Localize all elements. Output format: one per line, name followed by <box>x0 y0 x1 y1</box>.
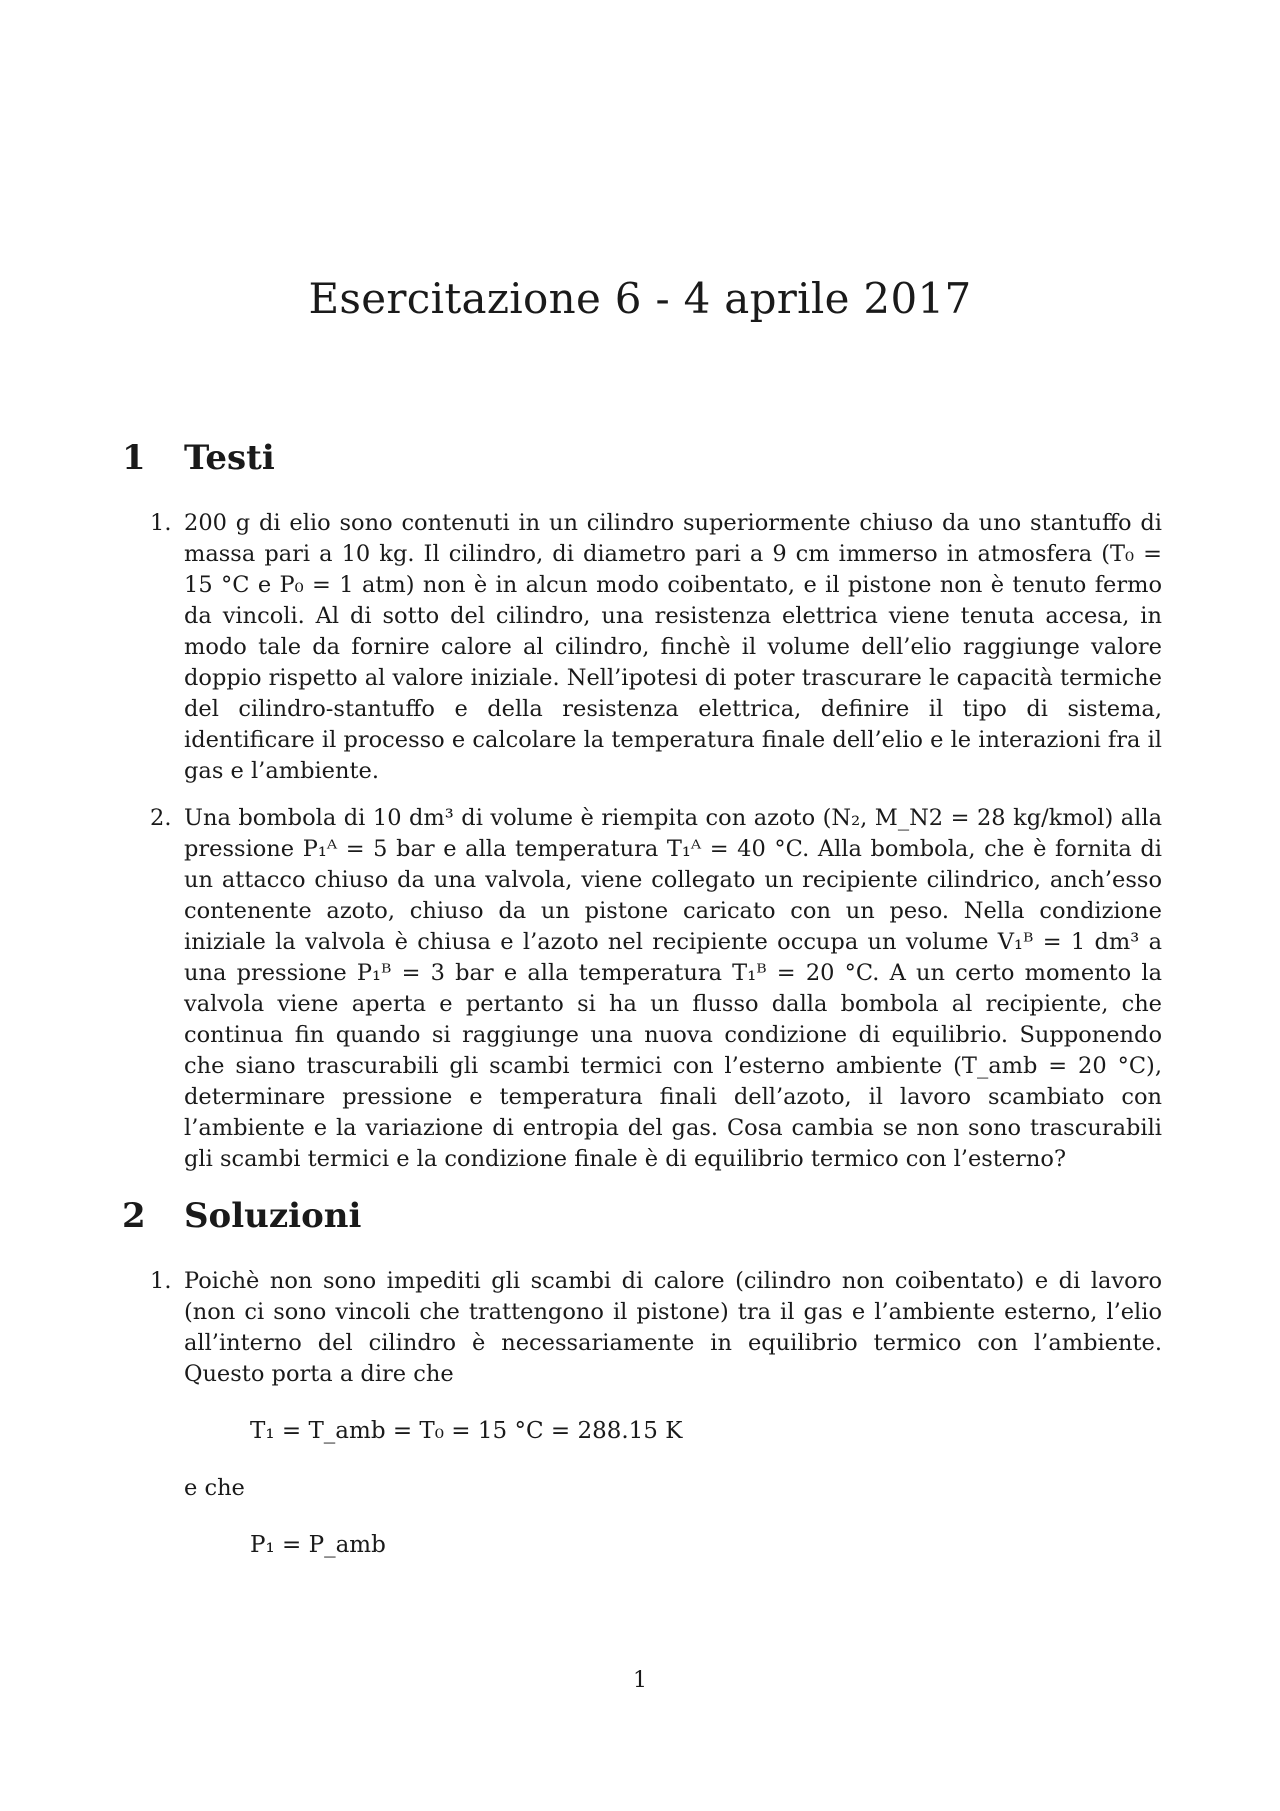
equation-temperature: T₁ = T_amb = T₀ = 15 °C = 288.15 K <box>250 1418 683 1444</box>
item-number: 1. <box>150 510 172 536</box>
list-item <box>150 508 1162 787</box>
page-number: 1 <box>633 1668 647 1693</box>
document-title: Esercitazione 6 - 4 aprile 2017 <box>308 274 972 324</box>
list-item <box>150 1266 1162 1561</box>
section-body-soluzioni <box>150 1266 1162 1587</box>
equation-pressure: P₁ = P_amb <box>250 1532 386 1558</box>
section-heading-testi <box>122 438 275 478</box>
section-title: Testi <box>184 438 275 478</box>
section-number: 1 <box>122 438 146 478</box>
item-text: 200 g di elio sono contenuti in un cilindro superiormente chiuso da uno stantuffo di massa pari a 10 kg. Il cilindro, di diametro pari a 9 cm immerso in atmosfera (T₀ = 15 °C e P₀ = 1 atm) non è in alcun modo coibentato, e il pistone non è tenuto fermo da vincoli. Al di sotto del cilindro, una resistenza elettrica viene tenuta accesa, in modo tale da fornire calore al cilindro, finchè il volume dell’elio raggiunge valore doppio rispetto al valore iniziale. Nell’ipotesi di poter trascurare le capacità termiche del cilindro-stantuffo e della resistenza elettrica, definire il tipo di sistema, identificare il processo e calcolare la temperatura finale dell’elio e le interazioni fra il gas e l’ambiente. <box>184 510 1162 784</box>
section-body-testi <box>150 508 1162 1175</box>
connector-text: e che <box>184 1475 245 1501</box>
section-number: 2 <box>122 1196 146 1236</box>
item-text: Una bombola di 10 dm³ di volume è riempita con azoto (N₂, M_N2 = 28 kg/kmol) alla pressione P₁ᴬ = 5 bar e alla temperatura T₁ᴬ = 40 °C. Alla bombola, che è fornita di un attacco chiuso da una valvola, viene collegato un recipiente cilindrico, anch’esso contenente azoto, chiuso da un pistone caricato con un peso. Nella condizione iniziale la valvola è chiusa e l’azoto nel recipiente occupa un volume V₁ᴮ = 1 dm³ a una pressione P₁ᴮ = 3 bar e alla temperatura T₁ᴮ = 20 °C. A un certo momento la valvola viene aperta e pertanto si ha un flusso dalla bombola al recipiente, che continua fin quando si raggiunge una nuova condizione di equilibrio. Supponendo che siano trascurabili gli scambi termici con l’esterno ambiente (T_amb = 20 °C), determinare pressione e temperatura finali dell’azoto, il lavoro scambiato con l’ambiente e la variazione di entropia del gas. Cosa cambia se non sono trascurabili gli scambi termici e la condizione finale è di equilibrio termico con l’esterno? <box>184 805 1162 1172</box>
section-heading-soluzioni <box>122 1196 361 1236</box>
item-number: 1. <box>150 1268 172 1294</box>
section-title: Soluzioni <box>184 1196 362 1236</box>
item-number: 2. <box>150 805 172 831</box>
list-item <box>150 803 1162 1175</box>
item-text: Poichè non sono impediti gli scambi di calore (cilindro non coibentato) e di lavoro (non ci sono vincoli che trattengono il pistone) tra il gas e l’ambiente esterno, l’elio all’interno del cilindro è necessariamente in equilibrio termico con l’ambiente. Questo porta a dire che <box>184 1268 1162 1387</box>
